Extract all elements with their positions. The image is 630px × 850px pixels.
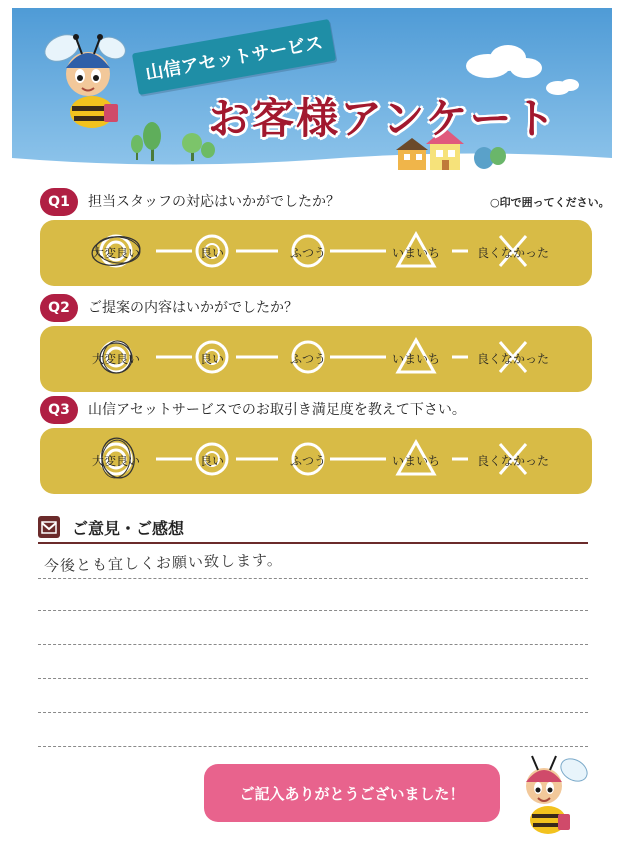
option-label: ふつう: [289, 352, 327, 366]
question-text: 山信アセットサービスでのお取引き満足度を教えて下さい。: [88, 402, 466, 418]
company-name-badge: 山信アセットサービス: [132, 19, 336, 95]
writing-line: [38, 644, 588, 645]
option-label: いまいち: [391, 454, 441, 468]
option-label: 良い: [199, 246, 225, 260]
option-label: いまいち: [391, 352, 441, 366]
option-label: ふつう: [289, 246, 327, 260]
handwritten-comment[interactable]: 今後とも宜しくお願い致します。: [43, 550, 284, 576]
question-text: 担当スタッフの対応はいかがでしたか？: [88, 194, 340, 210]
option-label: 良くなかった: [476, 454, 550, 468]
bee-mascot-icon: [508, 752, 592, 842]
rating-scale[interactable]: [40, 326, 592, 392]
option-label: 良くなかった: [476, 352, 550, 366]
option-label: いまいち: [391, 246, 441, 260]
question-number-badge: Q3: [40, 396, 78, 424]
option-label: 良い: [199, 454, 225, 468]
writing-line: [38, 578, 588, 579]
writing-line: [38, 712, 588, 713]
page-title: お客様アンケート: [208, 94, 558, 143]
option-label: ふつう: [289, 454, 327, 468]
rating-scale[interactable]: [40, 220, 592, 286]
option-label: 大変良い: [91, 246, 141, 260]
question-number-badge: Q1: [40, 188, 78, 216]
instruction-note: ○印で囲ってください。: [490, 196, 610, 209]
question-number-badge: Q2: [40, 294, 78, 322]
rating-scale[interactable]: [40, 428, 592, 494]
divider: [38, 542, 588, 544]
question-text: ご提案の内容はいかがでしたか？: [88, 300, 298, 316]
option-label: 良い: [199, 352, 225, 366]
header-banner: [12, 8, 612, 178]
writing-line: [38, 678, 588, 679]
thanks-banner: ご記入ありがとうございました！: [204, 764, 500, 822]
comments-header: [38, 514, 588, 542]
option-label: 良くなかった: [476, 246, 550, 260]
writing-line: [38, 610, 588, 611]
mail-icon: [38, 516, 60, 538]
writing-line: [38, 746, 588, 747]
comments-title: ご意見・ご感想: [72, 519, 185, 538]
option-label: 大変良い: [91, 454, 141, 468]
option-label: 大変良い: [91, 352, 141, 366]
